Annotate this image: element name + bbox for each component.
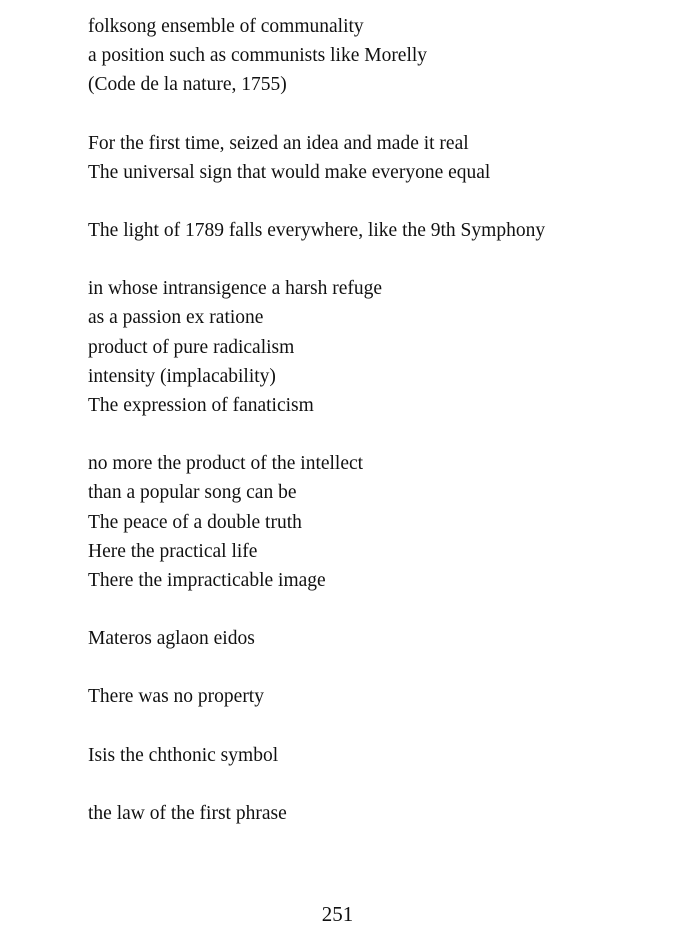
page-number: 251 — [321, 902, 354, 926]
poem-line: The expression of fanaticism — [88, 395, 314, 417]
poem-line: folksong ensemble of communality — [88, 16, 364, 37]
poem-line: no more the product of the intellect — [88, 453, 364, 475]
poem-line: intensity (implacability) — [88, 365, 276, 387]
poem-line: The peace of a double truth — [88, 511, 302, 533]
stanza — [88, 216, 648, 245]
poem-line: (Code de la nature, 1755) — [88, 74, 287, 96]
poem-line: Isis the chthonic symbol — [88, 744, 279, 766]
poem-line: as a passion ex ratione — [88, 307, 264, 329]
poem-body — [88, 12, 648, 857]
poem-line: Materos aglaon eidos — [88, 628, 255, 650]
poem-line: There the impracticable image — [88, 570, 326, 592]
poem-line: than a popular song can be — [88, 482, 297, 504]
poem-line: a position such as communists like Morelly — [88, 45, 428, 67]
poem-line: For the first time, seized an idea and made it real — [88, 132, 469, 154]
poem-line: product of pure radicalism — [88, 336, 295, 358]
poem-line: There was no property — [88, 686, 264, 708]
poem-line: in whose intransigence a harsh refuge — [88, 278, 383, 300]
poem-line: The light of 1789 falls everywhere, like the 9th Symphony — [88, 220, 546, 242]
poem-line: Here the practical life — [88, 540, 258, 562]
stanza — [88, 449, 648, 595]
stanza — [88, 799, 648, 828]
poem-line: the law of the first phrase — [88, 802, 287, 824]
stanza — [88, 682, 648, 711]
stanza — [88, 129, 648, 187]
stanza — [88, 274, 648, 420]
stanza — [88, 624, 648, 653]
poem-line: The universal sign that would make everyone equal — [88, 161, 491, 183]
stanza — [88, 12, 648, 100]
stanza — [88, 741, 648, 770]
